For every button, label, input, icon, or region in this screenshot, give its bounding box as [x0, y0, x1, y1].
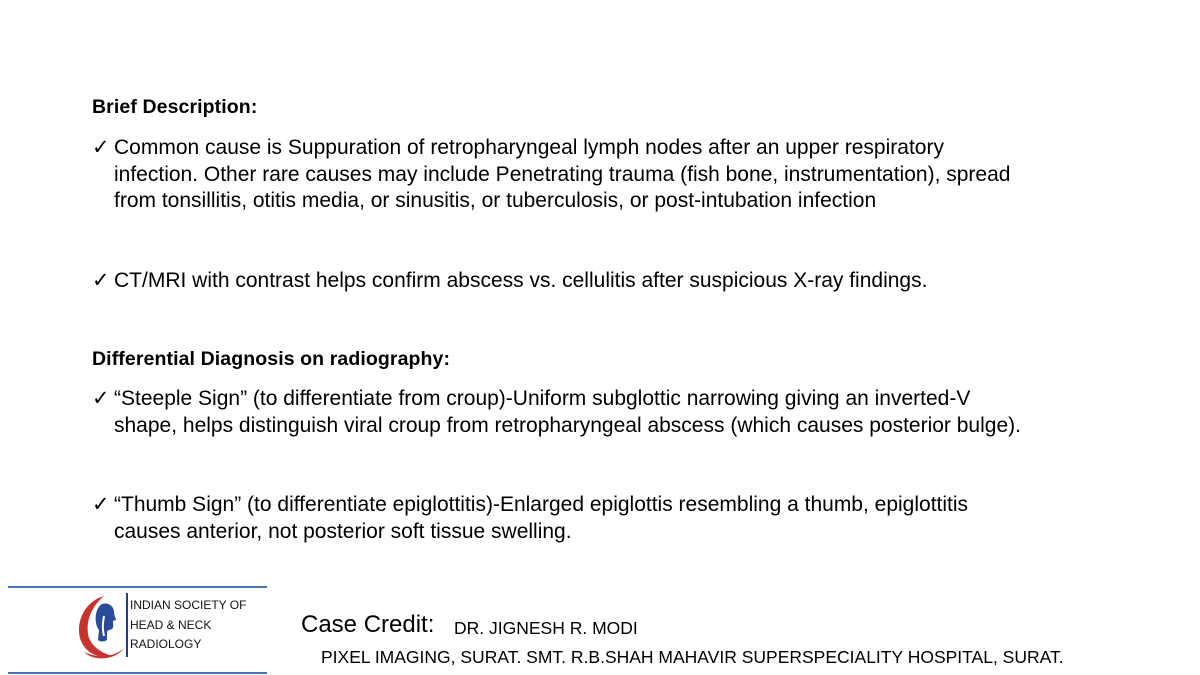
- society-logo: [8, 586, 267, 674]
- bullet-common-cause: [92, 135, 1152, 215]
- head-neck-emblem-icon: [74, 594, 126, 660]
- bullet-text: CT/MRI with contrast helps confirm abscess vs. cellulitis after suspicious X-ray findings.: [114, 269, 928, 292]
- logo-line-3: RADIOLOGY: [130, 637, 202, 651]
- case-credit-hospital: PIXEL IMAGING, SURAT. SMT. R.B.SHAH MAHAVIR SUPERSPECIALITY HOSPITAL, SURAT.: [321, 647, 1064, 667]
- check-icon: ✓: [92, 136, 110, 159]
- check-icon: ✓: [92, 269, 110, 292]
- bullet-steeple-sign: [92, 386, 1152, 439]
- logo-divider: [126, 593, 128, 657]
- case-credit-name: DR. JIGNESH R. MODI: [454, 618, 638, 638]
- bullet-ct-mri: [92, 268, 1152, 295]
- check-icon: ✓: [92, 493, 110, 516]
- logo-line-2: HEAD & NECK: [130, 617, 212, 632]
- check-icon: ✓: [92, 387, 110, 410]
- bullet-text: “Thumb Sign” (to differentiate epiglottitis)-Enlarged epiglottis resembling a thumb, epiglottitis causes anterior, not posterior soft tissue swelling.: [114, 493, 969, 543]
- logo-bottom-rule: [8, 672, 267, 674]
- case-credit-label: Case Credit:: [301, 611, 435, 638]
- bullet-text: Common cause is Suppuration of retropharyngeal lymph nodes after an upper respiratory infection. Other rare causes may include Penetrating trauma (fish bone, instrumentation), spread from tonsillitis, otitis media, or sinusitis, or tuberculosis, or post-intubation infection: [114, 136, 1011, 212]
- logo-top-rule: [8, 586, 267, 588]
- differential-diagnosis-heading: Differential Diagnosis on radiography:: [92, 348, 451, 370]
- logo-line-1: INDIAN SOCIETY OF: [130, 598, 247, 612]
- brief-description-heading: Brief Description:: [92, 96, 258, 118]
- logo-text: [130, 596, 246, 655]
- bullet-text: “Steeple Sign” (to differentiate from croup)-Uniform subglottic narrowing giving an inverted-V shape, helps distinguish viral croup from retropharyngeal abscess (which causes posterior bulge).: [114, 387, 1021, 437]
- bullet-thumb-sign: [92, 492, 1152, 545]
